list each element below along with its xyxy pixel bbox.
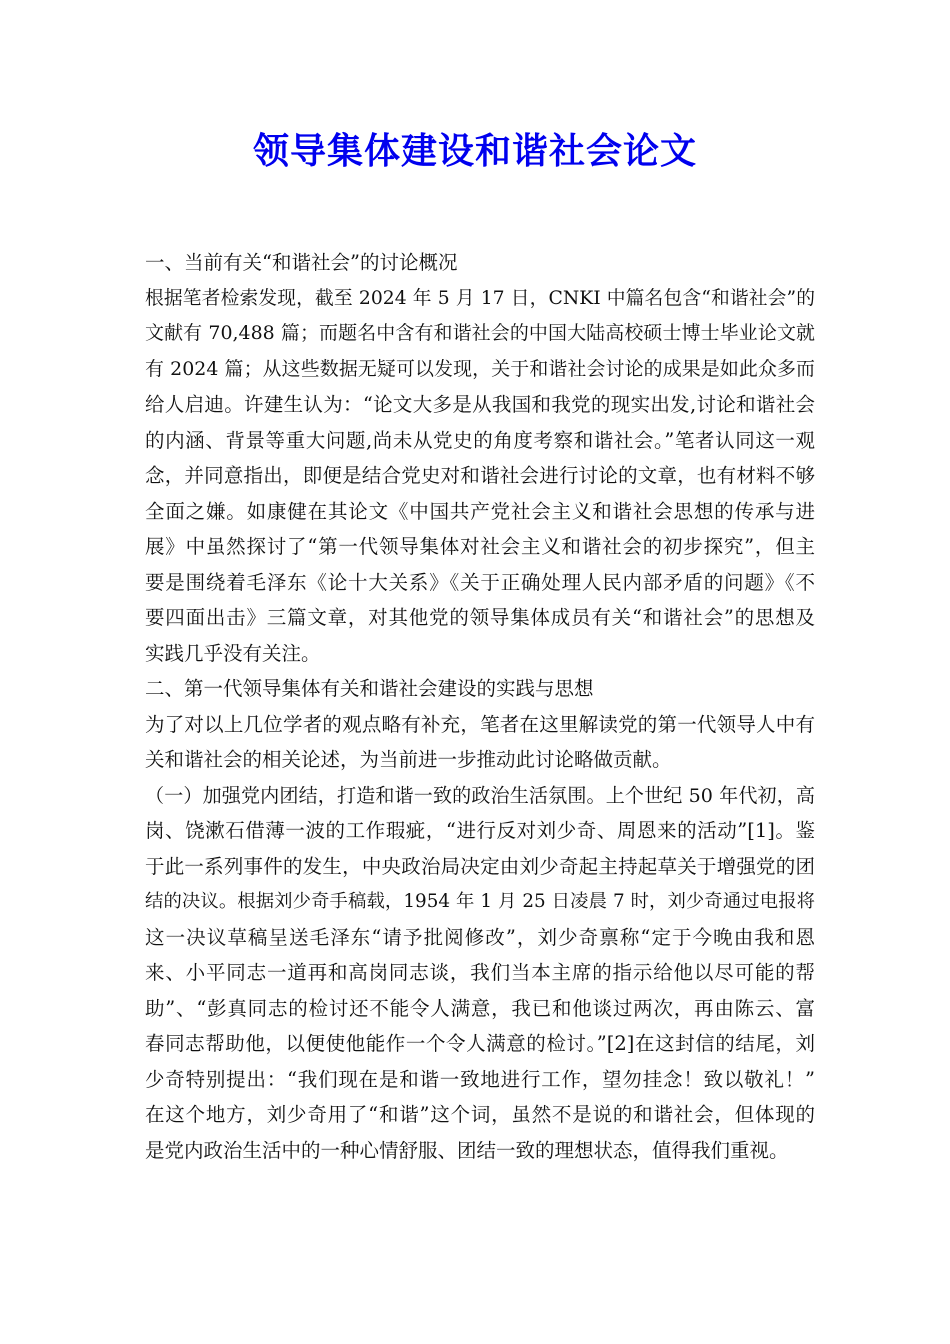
paragraph-line: 的内涵、背景等重大问题,尚未从党史的角度考察和谐社会。”笔者认同这一观 <box>145 428 815 452</box>
document-title: 领导集体建设和谐社会论文 <box>252 131 697 172</box>
paragraph-line: 给人启迪。许建生认为：“论文大多是从我国和我党的现实出发,讨论和谐社会 <box>145 393 815 416</box>
paragraph-line: 来、小平同志一道再和高岗同志谈，我们当本主席的指示给他以尽可能的帮 <box>145 961 815 984</box>
paragraph-line: （一）加强党内团结，打造和谐一致的政治生活氛围。上个世纪 50 年代初，高 <box>145 783 815 807</box>
paragraph-line: 这一决议草稿呈送毛泽东“请予批阅修改”，刘少奇禀称“定于今晚由我和恩 <box>145 925 815 949</box>
paragraph-line: 结的决议。根据刘少奇手稿载，1954 年 1 月 25 日凌晨 7 时，刘少奇通过电报将 <box>145 891 815 912</box>
paragraph-line: 岗、饶漱石借薄一波的工作瑕疵，“进行反对刘少奇、周恩来的活动”[1]。鉴 <box>145 819 815 842</box>
paragraph-line: 文献有 70,488 篇；而题名中含有和谐社会的中国大陆高校硕士博士毕业论文就 <box>145 322 815 344</box>
paragraph-line: 春同志帮助他，以便使他能作一个令人满意的检讨。”[2]在这封信的结尾，刘 <box>145 1032 815 1055</box>
paragraph-line: 是党内政治生活中的一种心情舒服、团结一致的理想状态，值得我们重视。 <box>145 1138 789 1162</box>
paragraph-line: 在这个地方，刘少奇用了“和谐”这个词，虽然不是说的和谐社会，但体现的 <box>145 1103 815 1126</box>
paragraph-line: 实践几乎没有关注。 <box>145 641 321 665</box>
paragraph-line: 展》中虽然探讨了“第一代领导集体对社会主义和谐社会的初步探究”，但主 <box>145 535 815 558</box>
paragraph-line: 全面之嫌。如康健在其论文《中国共产党社会主义和谐社会思想的传承与进 <box>145 499 815 523</box>
document-body <box>145 245 815 1168</box>
paragraph-line: 念，并同意指出，即便是结合党史对和谐社会进行讨论的文章，也有材料不够 <box>145 464 815 487</box>
paragraph-line: 于此一系列事件的发生，中央政治局决定由刘少奇起主持起草关于增强党的团 <box>145 854 815 878</box>
paragraph-line: 少奇特别提出：“我们现在是和谐一致地进行工作，望勿挂念！致以敬礼！” <box>145 1067 815 1091</box>
paragraph-line: 为了对以上几位学者的观点略有补充，笔者在这里解读党的第一代领导人中有 <box>145 712 815 736</box>
paragraph-line: 要是围绕着毛泽东《论十大关系》《关于正确处理人民内部矛盾的问题》《不 <box>145 570 815 594</box>
paragraph-line: 关和谐社会的相关论述，为当前进一步推动此讨论略做贡献。 <box>145 748 672 771</box>
paragraph-line: 助”、“彭真同志的检讨还不能令人满意，我已和他谈过两次，再由陈云、富 <box>145 996 815 1020</box>
paragraph-line: 根据笔者检索发现，截至 2024 年 5 月 17 日，CNKI 中篇名包含“和谐社会”的 <box>145 287 815 309</box>
section-heading-2: 二、第一代领导集体有关和谐社会建设的实践与思想 <box>145 677 594 700</box>
paragraph-line: 有 2024 篇；从这些数据无疑可以发现，关于和谐社会讨论的成果是如此众多而 <box>145 357 815 380</box>
paragraph-line: 要四面出击》三篇文章，对其他党的领导集体成员有关“和谐社会”的思想及 <box>145 606 815 629</box>
section-heading-1: 一、当前有关“和谐社会”的讨论概况 <box>145 251 458 274</box>
